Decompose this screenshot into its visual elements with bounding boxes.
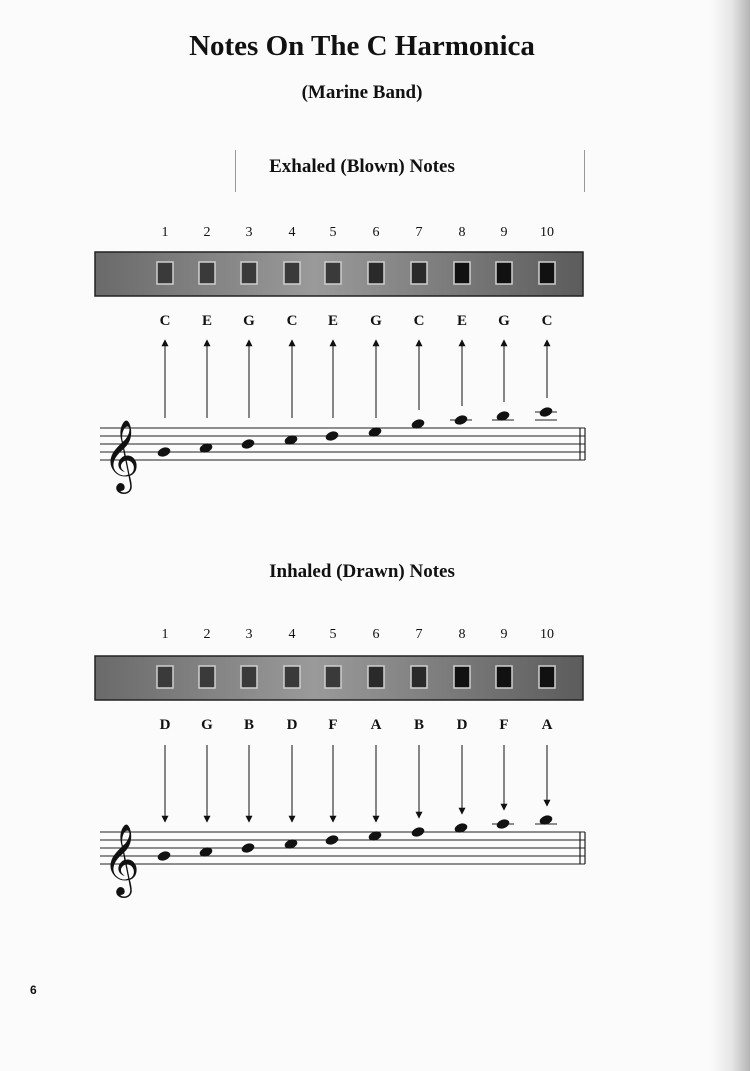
- exhaled-note-letter: E: [201, 313, 213, 329]
- inhaled-note-head: [324, 834, 339, 847]
- inhaled-note-head: [410, 826, 425, 839]
- exhaled-note-letter: C: [413, 313, 425, 329]
- inhaled-hole-number: 9: [500, 627, 508, 642]
- inhaled-harmonica-hole: [325, 666, 341, 688]
- exhaled-hole-number: 10: [540, 225, 554, 240]
- inhaled-hole-number: 5: [329, 627, 337, 642]
- inhaled-hole-number: 4: [288, 627, 296, 642]
- inhaled-harmonica-hole: [496, 666, 512, 688]
- inhaled-harmonica-hole: [368, 666, 384, 688]
- inhaled-harmonica-hole: [199, 666, 215, 688]
- exhaled-hole-number: 1: [161, 225, 169, 240]
- exhaled-hole-number: 7: [415, 225, 423, 240]
- inhaled-note-letter: D: [286, 717, 298, 733]
- inhaled-harmonica-hole: [284, 666, 300, 688]
- inhaled-section-title: Inhaled (Drawn) Notes: [269, 561, 455, 582]
- exhaled-note-letter: C: [286, 313, 298, 329]
- exhaled-note-letter: G: [370, 313, 382, 329]
- exhaled-note-letter: C: [541, 313, 553, 329]
- inhaled-hole-number: 6: [372, 627, 380, 642]
- inhaled-note-letter: A: [370, 717, 382, 733]
- page-subtitle: (Marine Band): [301, 82, 423, 103]
- exhaled-section-title: Exhaled (Blown) Notes: [269, 156, 455, 177]
- inhaled-hole-number: 1: [161, 627, 169, 642]
- inhaled-treble-clef: 𝄞: [103, 822, 140, 895]
- exhaled-hole-number: 9: [500, 225, 508, 240]
- exhaled-hole-number: 3: [245, 225, 253, 240]
- inhaled-note-letter: F: [328, 717, 338, 733]
- inhaled-note-letter: G: [201, 717, 213, 733]
- inhaled-note-letter: B: [243, 717, 255, 733]
- exhaled-note-letter: E: [456, 313, 468, 329]
- exhaled-hole-number: 6: [372, 225, 380, 240]
- inhaled-note-letter: A: [541, 717, 553, 733]
- inhaled-note-letter: D: [159, 717, 171, 733]
- inhaled-harmonica-hole: [539, 666, 555, 688]
- exhaled-note-letter: C: [159, 313, 171, 329]
- exhaled-hole-number: 8: [458, 225, 466, 240]
- exhaled-note-letter: G: [498, 313, 510, 329]
- inhaled-hole-number: 7: [415, 627, 423, 642]
- inhaled-hole-number: 3: [245, 627, 253, 642]
- exhaled-treble-clef: 𝄞: [103, 418, 140, 491]
- exhaled-note-letter: G: [243, 313, 255, 329]
- inhaled-note-head: [240, 842, 255, 855]
- exhaled-note-letter: E: [327, 313, 339, 329]
- inhaled-note-head: [156, 850, 171, 863]
- exhaled-hole-number: 2: [203, 225, 211, 240]
- inhaled-hole-number: 8: [458, 627, 466, 642]
- inhaled-harmonica-hole: [157, 666, 173, 688]
- inhaled-hole-number: 2: [203, 627, 211, 642]
- inhaled-note-letter: B: [413, 717, 425, 733]
- inhaled-note-head: [495, 818, 510, 831]
- inhaled-harmonica-hole: [241, 666, 257, 688]
- inhaled-harmonica-hole: [411, 666, 427, 688]
- inhaled-hole-number: 10: [540, 627, 554, 642]
- inhaled-note-letter: D: [456, 717, 468, 733]
- inhaled-note-letter: F: [499, 717, 509, 733]
- exhaled-hole-number: 5: [329, 225, 337, 240]
- inhaled-harmonica-hole: [454, 666, 470, 688]
- page-number: 6: [30, 983, 37, 997]
- exhaled-hole-number: 4: [288, 225, 296, 240]
- page-title: Notes On The C Harmonica: [189, 30, 535, 62]
